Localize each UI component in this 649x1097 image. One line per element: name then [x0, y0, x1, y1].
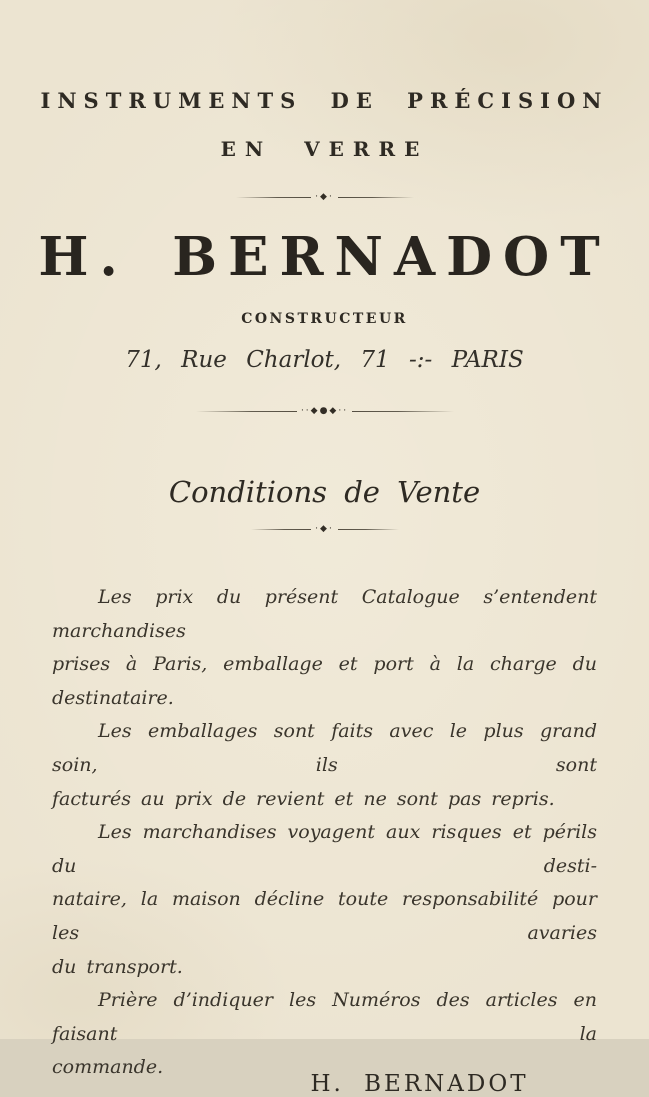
signature: H. BERNADOT: [310, 1070, 529, 1097]
masthead-line2: EN VERRE: [220, 137, 429, 161]
conditions-paragraphs: [52, 581, 597, 1085]
ornamental-divider-middle: [196, 405, 454, 417]
paragraph-line: Les prix du présent Catalogue s’entendent marchandises: [52, 586, 597, 642]
diamond-dot-ornament-icon: ·◆·: [315, 191, 334, 202]
ornamental-divider-small: [251, 523, 399, 535]
paragraph-line: prises à Paris, emballage et port à la charge du destinataire.: [52, 653, 597, 709]
paragraph-line: nataire, la maison décline toute responsabilité pour les avaries: [52, 888, 597, 944]
divider-rule: [338, 197, 414, 198]
divider-rule: [352, 411, 453, 412]
section-heading-conditions: Conditions de Vente: [168, 475, 481, 509]
masthead-line1: INSTRUMENTS DE PRÉCISION: [40, 88, 609, 113]
page-title: H. BERNADOT: [38, 226, 611, 288]
subtitle-constructeur: CONSTRUCTEUR: [241, 311, 408, 327]
paragraph-line: facturés au prix de revient et ne sont pas repris.: [52, 787, 555, 810]
paragraph-line: du transport.: [52, 955, 183, 978]
ornamental-divider-top: [236, 191, 414, 203]
diamond-dot-ornament-icon: ··◆●◆··: [300, 405, 349, 416]
diamond-dot-ornament-icon: ·◆·: [315, 523, 334, 534]
divider-rule: [338, 529, 399, 530]
masthead: [0, 0, 649, 161]
divider-rule: [236, 197, 312, 198]
paragraph-line: Les marchandises voyagent aux risques et périls du desti-: [52, 821, 597, 877]
divider-rule: [196, 411, 297, 412]
paragraph-line: commande.: [52, 1056, 164, 1079]
paragraph-line: Les emballages sont faits avec le plus grand soin, ils sont: [52, 720, 597, 776]
paragraph-line: Prière d’indiquer les Numéros des articles en faisant la: [52, 989, 597, 1045]
address-line: 71, Rue Charlot, 71 -:- PARIS: [125, 347, 524, 373]
divider-rule: [251, 529, 312, 530]
